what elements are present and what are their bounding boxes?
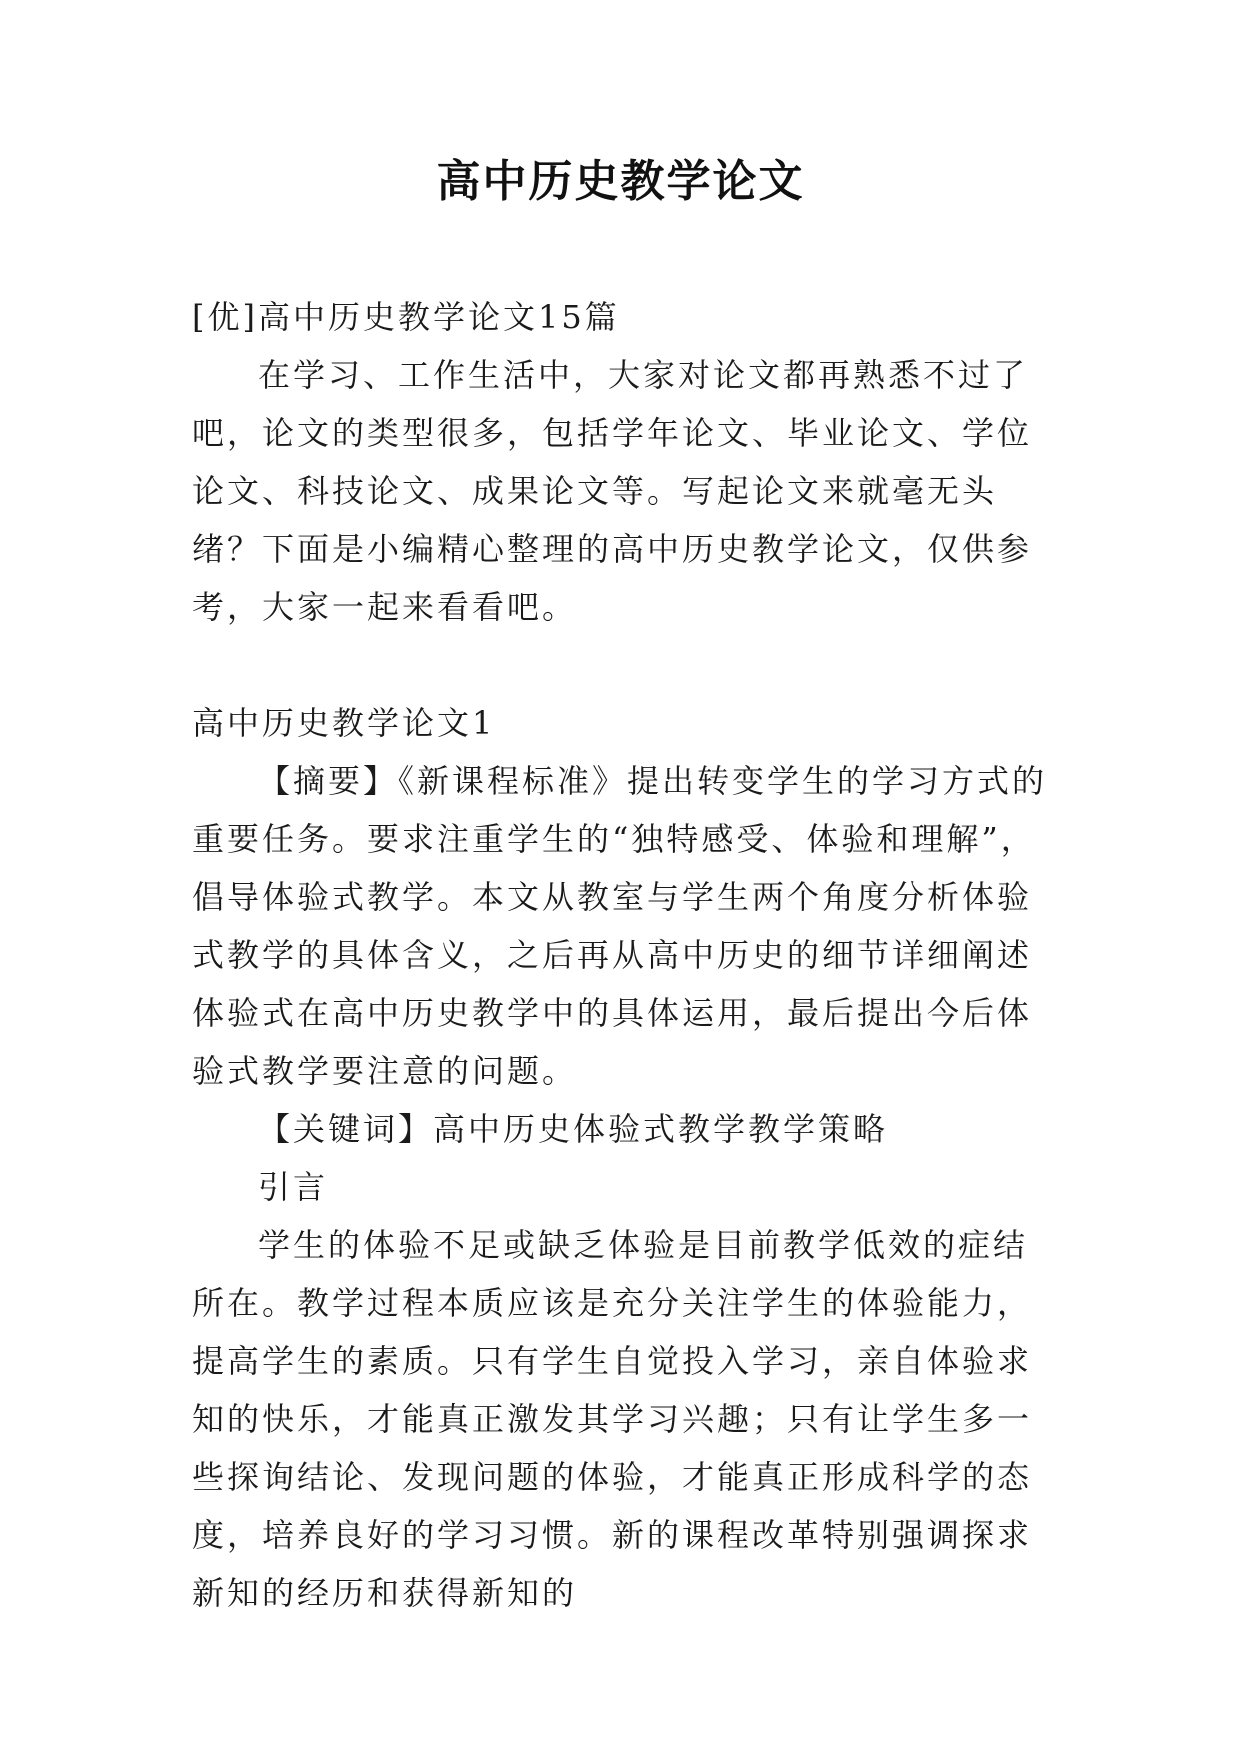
abstract-paragraph: 【摘要】《新课程标准》提出转变学生的学习方式的重要任务。要求注重学生的“独特感受、体验和理解”，倡导体验式教学。本文从教室与学生两个角度分析体验式教学的具体含义，之后再从高中历史的细节详细阐述体验式在高中历史教学中的具体运用，最后提出今后体验式教学要注意的问题。 bbox=[192, 762, 1048, 1090]
subtitle: [优]高中历史教学论文15篇 bbox=[192, 298, 620, 336]
keywords-paragraph: 【关键词】高中历史体验式教学教学策略 bbox=[258, 1110, 889, 1148]
intro-heading: 引言 bbox=[258, 1168, 329, 1206]
section-heading: 高中历史教学论文1 bbox=[192, 704, 496, 742]
paragraph-gap bbox=[192, 636, 1062, 694]
document-title: 高中历史教学论文 bbox=[436, 156, 805, 207]
document-body bbox=[192, 288, 1062, 1622]
body-paragraph: 学生的体验不足或缺乏体验是目前教学低效的症结所在。教学过程本质应该是充分关注学生的体验能力，提高学生的素质。只有学生自觉投入学习，亲自体验求知的快乐，才能真正激发其学习兴趣；只有让学生多一些探询结论、发现问题的体验，才能真正形成科学的态度，培养良好的学习习惯。新的课程改革特别强调探求新知的经历和获得新知的 bbox=[192, 1226, 1033, 1612]
intro-paragraph: 在学习、工作生活中，大家对论文都再熟悉不过了吧，论文的类型很多，包括学年论文、毕业论文、学位论文、科技论文、成果论文等。写起论文来就毫无头绪？下面是小编精心整理的高中历史教学论文，仅供参考，大家一起来看看吧。 bbox=[192, 356, 1033, 626]
